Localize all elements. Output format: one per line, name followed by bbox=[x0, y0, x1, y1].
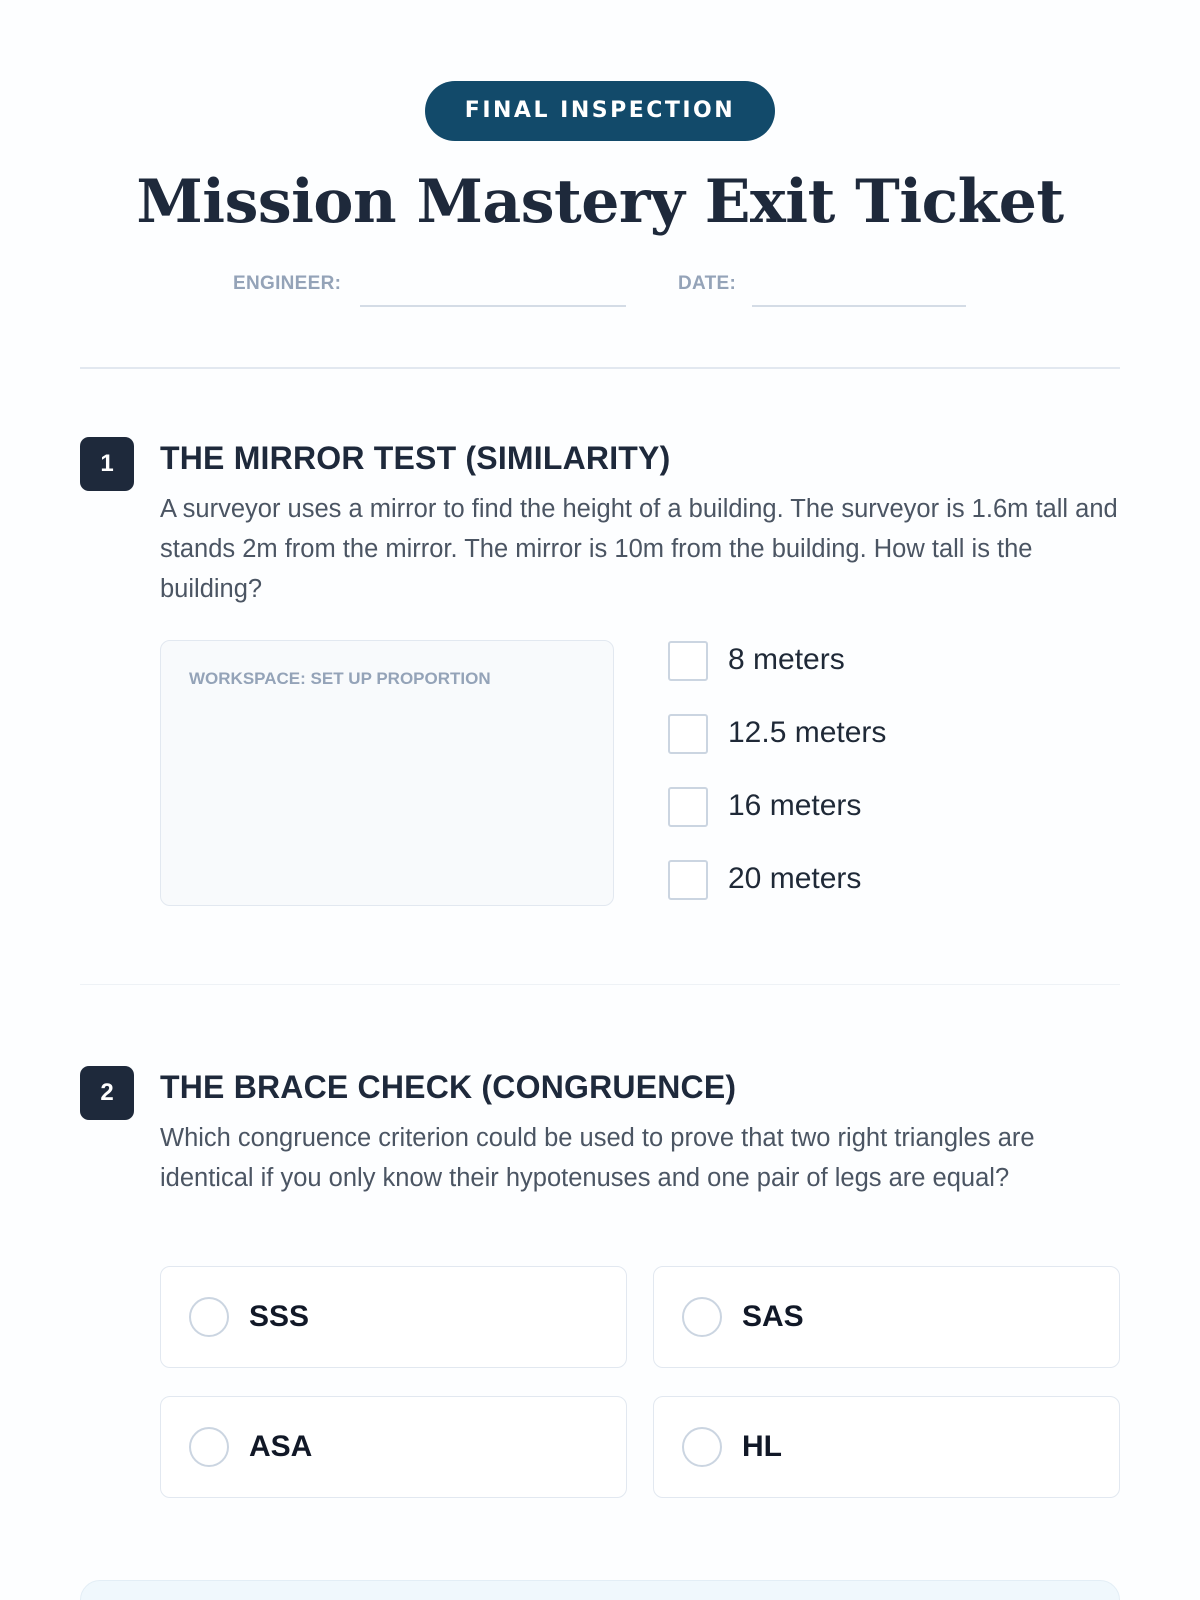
meta-fields bbox=[80, 253, 1120, 313]
question-number: 2 bbox=[80, 1066, 134, 1120]
date-label: DATE: bbox=[678, 273, 737, 294]
option-label: SAS bbox=[742, 1300, 804, 1333]
footer-panel bbox=[80, 1580, 1120, 1600]
checkbox[interactable] bbox=[668, 860, 708, 900]
engineer-field[interactable] bbox=[360, 305, 626, 307]
workspace-label: WORKSPACE: SET UP PROPORTION bbox=[189, 669, 491, 688]
answer-card-asa[interactable] bbox=[160, 1396, 627, 1498]
radio-button[interactable] bbox=[682, 1297, 722, 1337]
checkbox[interactable] bbox=[668, 641, 708, 681]
checkbox[interactable] bbox=[668, 714, 708, 754]
answer-card-sas[interactable] bbox=[653, 1266, 1120, 1368]
radio-button[interactable] bbox=[682, 1427, 722, 1467]
workspace-area[interactable] bbox=[160, 640, 614, 906]
question-number: 1 bbox=[80, 437, 134, 491]
page-title: Mission Mastery Exit Ticket bbox=[136, 167, 1064, 237]
question-1 bbox=[80, 437, 1120, 907]
question-text: A surveyor uses a mirror to find the height of a building. The surveyor is 1.6m tall and stands 2m from the mirror. The mirror is 10m from the building. How tall is the building? bbox=[160, 495, 1118, 603]
question-title: THE MIRROR TEST (SIMILARITY) bbox=[160, 440, 671, 476]
engineer-label: ENGINEER: bbox=[233, 273, 342, 294]
header bbox=[80, 0, 1120, 313]
date-field[interactable] bbox=[752, 305, 966, 307]
final-inspection-badge: FINAL INSPECTION bbox=[425, 81, 775, 141]
radio-button[interactable] bbox=[189, 1427, 229, 1467]
question-text: Which congruence criterion could be used to prove that two right triangles are identical if you only know their hypotenuses and one pair of legs are equal? bbox=[160, 1124, 1035, 1192]
option-label: 8 meters bbox=[728, 643, 845, 676]
question-title: THE BRACE CHECK (CONGRUENCE) bbox=[160, 1069, 737, 1105]
option-label: ASA bbox=[249, 1430, 313, 1463]
answer-card-sss[interactable] bbox=[160, 1266, 627, 1368]
checkbox[interactable] bbox=[668, 787, 708, 827]
header-divider bbox=[80, 367, 1120, 369]
question-2 bbox=[80, 1066, 1120, 1506]
option-label: HL bbox=[742, 1430, 782, 1463]
answer-card-hl[interactable] bbox=[653, 1396, 1120, 1498]
radio-button[interactable] bbox=[189, 1297, 229, 1337]
option-label: 12.5 meters bbox=[728, 716, 887, 749]
section-divider bbox=[80, 984, 1120, 985]
option-label: SSS bbox=[249, 1300, 310, 1333]
option-label: 16 meters bbox=[728, 789, 862, 822]
option-label: 20 meters bbox=[728, 862, 862, 895]
